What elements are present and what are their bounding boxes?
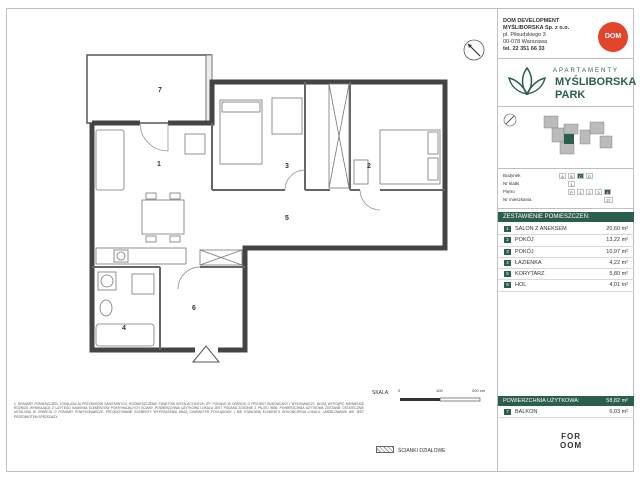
balcony-area: 6,03 m² [609,409,628,415]
room-row [498,269,634,280]
usable-area-label: POWIERZCHNIA UŻYTKOWA: [503,398,580,404]
building-cell: A [559,173,566,179]
room-area: 20,60 m² [606,226,628,232]
room-number: 6 [504,282,511,288]
balcony-number: 7 [504,409,511,415]
divider-line [498,58,634,59]
floor-cell-selected: 4 [604,189,611,195]
legend-label: ŚCIANKI DZIAŁOWE [398,448,446,454]
sofa [96,130,124,190]
building-cell: B [568,173,575,179]
partition-wall-swatch [376,446,394,453]
rooms-header: ZESTAWIENIE POMIESZCZEŃ: [498,212,634,222]
room-number: 4 [504,260,511,266]
room-name: ŁAZIENKA [515,259,542,266]
leaf-logo-icon [507,66,547,96]
building-cell: D [586,173,593,179]
balcony-area [87,55,212,123]
apartment-label: Nr mieszkania [503,197,532,202]
room-number: 3 [504,249,511,255]
company-legal-name: MYŚLIBORSKA Sp. z o.o. [503,25,570,31]
tv-unit [185,134,205,154]
room-label-2: 2 [367,163,371,170]
room-name: HOL [515,282,527,289]
bed-room-3 [220,98,302,164]
usable-area-value: 58,82 m² [606,398,628,404]
bathroom-fixtures [96,272,154,346]
building-cell-selected: C [577,173,584,179]
stairwell-label: Nr klatki [503,181,520,186]
room-area: 5,80 m² [609,271,628,278]
room-area: 10,97 m² [606,248,628,255]
compass-icon [462,38,486,62]
room-label-4: 4 [122,325,126,332]
divider-line [498,208,634,209]
floor-cell: 2 [586,189,593,195]
entrance-marker [193,346,219,362]
company-name: DOM DEVELOPMENT [503,18,560,24]
room-label-6: 6 [192,305,196,312]
floor-cell: P [568,189,575,195]
divider-line [498,168,634,169]
room-row [498,235,634,246]
balcony-name: BALKON [515,409,538,415]
room-label-7: 7 [158,87,162,94]
room-row [498,258,634,269]
floor-plan [40,30,460,390]
room-name: SALON Z ANEKSEM [515,226,567,232]
brand-line-2: MYŚLIBORSKA [555,76,637,88]
room-name: KORYTARZ [515,271,545,278]
room-name: POKÓJ [515,237,534,244]
scale-tick-0: 0 [398,388,401,393]
disclaimer-text: 1. WYMIARY POMIESZCZEŃ, LOKALIZACJA PRZYBORÓW SANITARNYCH, ROZMIESZCZENIE PUNKTÓW INSTALACYJNYCH ITP. PODANO W OPARCIU O PROJEKT BUDOWLANY I WYKONAWCZY. MOGĄ WYSTĄPIĆ NIEWIELKIE RÓŻNICE WYNIKAJĄCE Z UŻYTEGO KAMIENIA ELEMENTÓW POKRYWAJĄCYCH ŚCIANY. POWIERZCHNIA UŻYTKOWA LOKALU JEST PODANA ZGODNIE Z PN-ISO 9836. POWIERZCHNIA UŻYTKOWA ZOSTANIE OSTATECZNIE USTALONA W OPARCIU O POMIARY POWYKONAWCZE. PROJEKTOWANE ELEMENTY WYPOSAŻENIA MAJĄ CHARAKTER POGLĄDOWY I NIE STANOWIĄ ELEMENTU WYKOŃCZENIA LOKALU. UMEBLOWANIE NIE JEST PRZEDMIOTEM SPRZEDAŻY. [14,402,364,419]
brand-line-3: PARK [555,89,586,101]
kitchen-counter [96,248,186,264]
foroom-logo-line-2: OOM [560,441,583,450]
floor-cell: 1 [577,189,584,195]
floor-cell: 3 [595,189,602,195]
building-label: Budynek [503,173,521,178]
project-brand [503,62,637,102]
scale-tick-200: 200 cm [472,388,486,393]
company-city: 00-078 Warszawa [503,39,548,45]
brand-line-1: APARTAMENTY [553,68,620,74]
room-name: POKÓJ [515,248,534,255]
room-row [498,224,634,235]
room-number: 5 [504,271,511,277]
balcony-row [498,407,634,418]
dining-table [142,193,184,242]
foroom-logo [560,432,582,450]
room-number: 2 [504,237,511,243]
dom-logo: DOM [598,22,628,52]
room-label-1: 1 [157,161,161,168]
bed-room-2 [354,130,440,184]
room-area: 4,22 m² [609,259,628,266]
company-phone: tel. 22 351 66 33 [503,46,545,52]
key-plan [500,110,634,165]
floor-label: Piętro [503,189,515,194]
room-label-3: 3 [285,163,289,170]
usable-area-row [498,396,634,406]
company-street: pl. Piłsudskiego 3 [503,32,546,38]
room-area: 13,22 m² [606,237,628,244]
room-label-5: 5 [285,215,289,222]
room-area: 4,01 m² [609,282,628,289]
room-number: 1 [504,226,511,232]
apartment-number: 27 [604,197,613,203]
rooms-list [498,224,634,292]
room-row [498,280,634,291]
room-row [498,247,634,258]
scale-tick-100: 100 [436,388,443,393]
company-info [503,18,569,53]
foroom-logo-line-1: FOR [561,432,581,441]
divider-line [498,106,634,107]
stairwell-cell: 1 [568,181,575,187]
scale-label: SKALA: [372,390,390,396]
